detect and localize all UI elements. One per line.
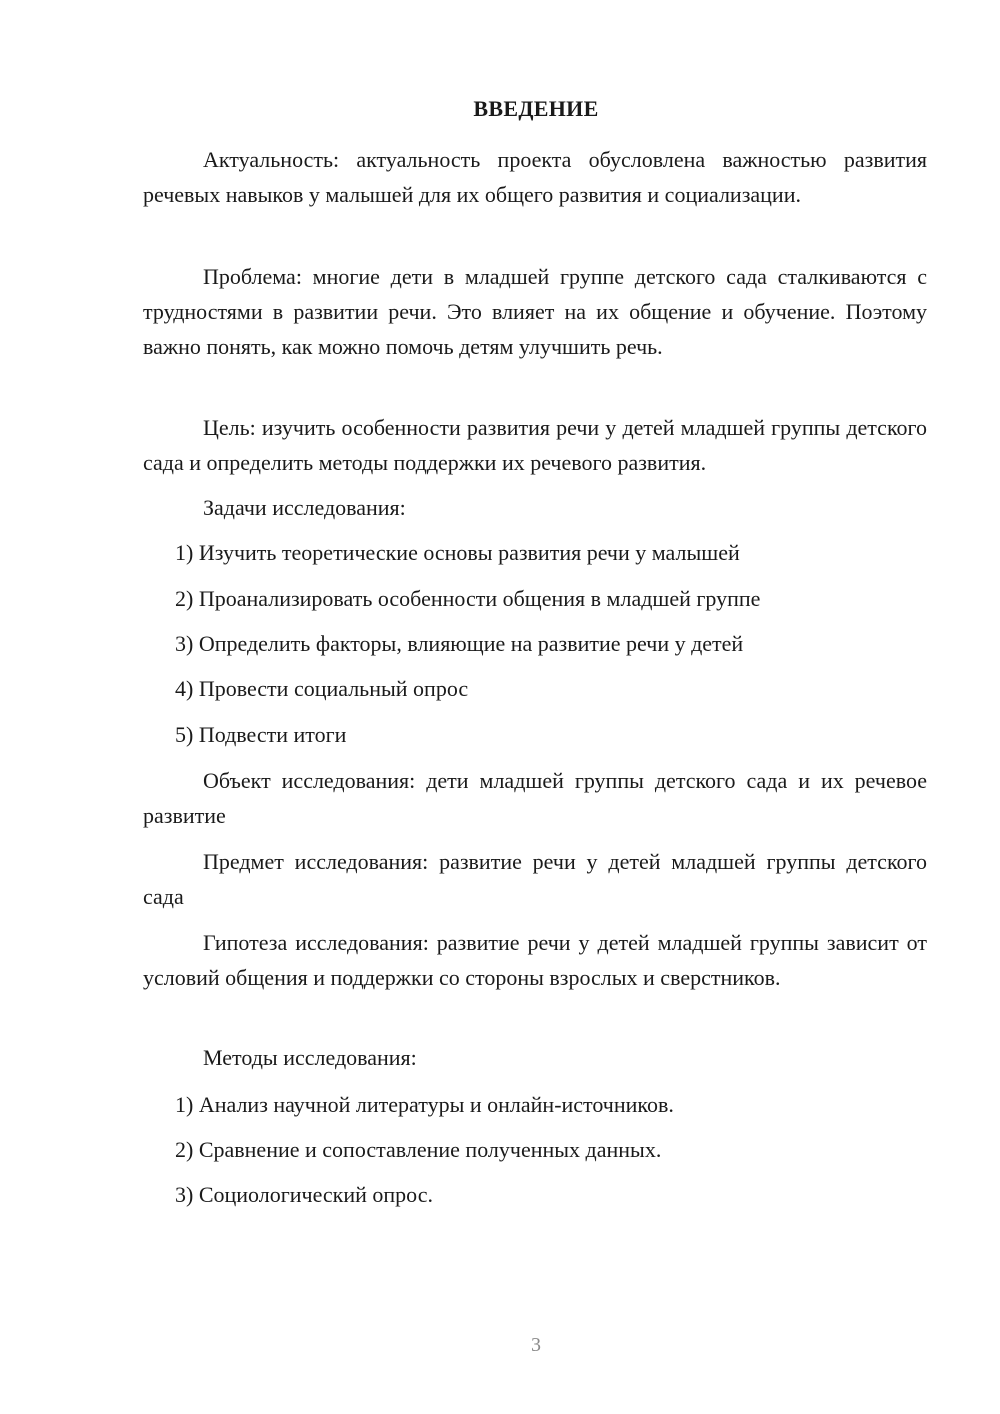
paragraph-goal: Цель: изучить особенности развития речи у детей младшей группы детского сада и определить методы поддержки их речевого развития. xyxy=(143,415,927,475)
task-item: 5) Подвести итоги xyxy=(175,722,347,747)
tasks-heading: Задачи исследования: xyxy=(203,495,406,520)
task-item: 2) Проанализировать особенности общения в младшей группе xyxy=(175,586,761,611)
paragraph-problem: Проблема: многие дети в младшей группе детского сада сталкиваются с трудностями в развитии речи. Это влияет на их общение и обучение. Поэтому важно понять, как можно помочь детям улучшить речь. xyxy=(143,264,927,359)
paragraph-hypothesis: Гипотеза исследования: развитие речи у детей младшей группы зависит от условий общения и поддержки со стороны взрослых и сверстников. xyxy=(143,930,927,990)
method-item: 1) Анализ научной литературы и онлайн-источников. xyxy=(175,1092,674,1117)
paragraph-object: Объект исследования: дети младшей группы детского сада и их речевое развитие xyxy=(143,768,927,828)
method-item: 3) Социологический опрос. xyxy=(175,1182,433,1207)
page-number: 3 xyxy=(531,1334,541,1356)
method-item: 2) Сравнение и сопоставление полученных данных. xyxy=(175,1137,662,1162)
paragraph-relevance: Актуальность: актуальность проекта обусловлена важностью развития речевых навыков у малышей для их общего развития и социализации. xyxy=(143,147,927,207)
paragraph-subject: Предмет исследования: развитие речи у детей младшей группы детского сада xyxy=(143,849,927,909)
methods-heading: Методы исследования: xyxy=(203,1045,417,1070)
task-item: 1) Изучить теоретические основы развития речи у малышей xyxy=(175,540,740,565)
page-title: ВВЕДЕНИЕ xyxy=(473,96,599,121)
task-item: 3) Определить факторы, влияющие на развитие речи у детей xyxy=(175,631,744,656)
task-item: 4) Провести социальный опрос xyxy=(175,676,469,701)
